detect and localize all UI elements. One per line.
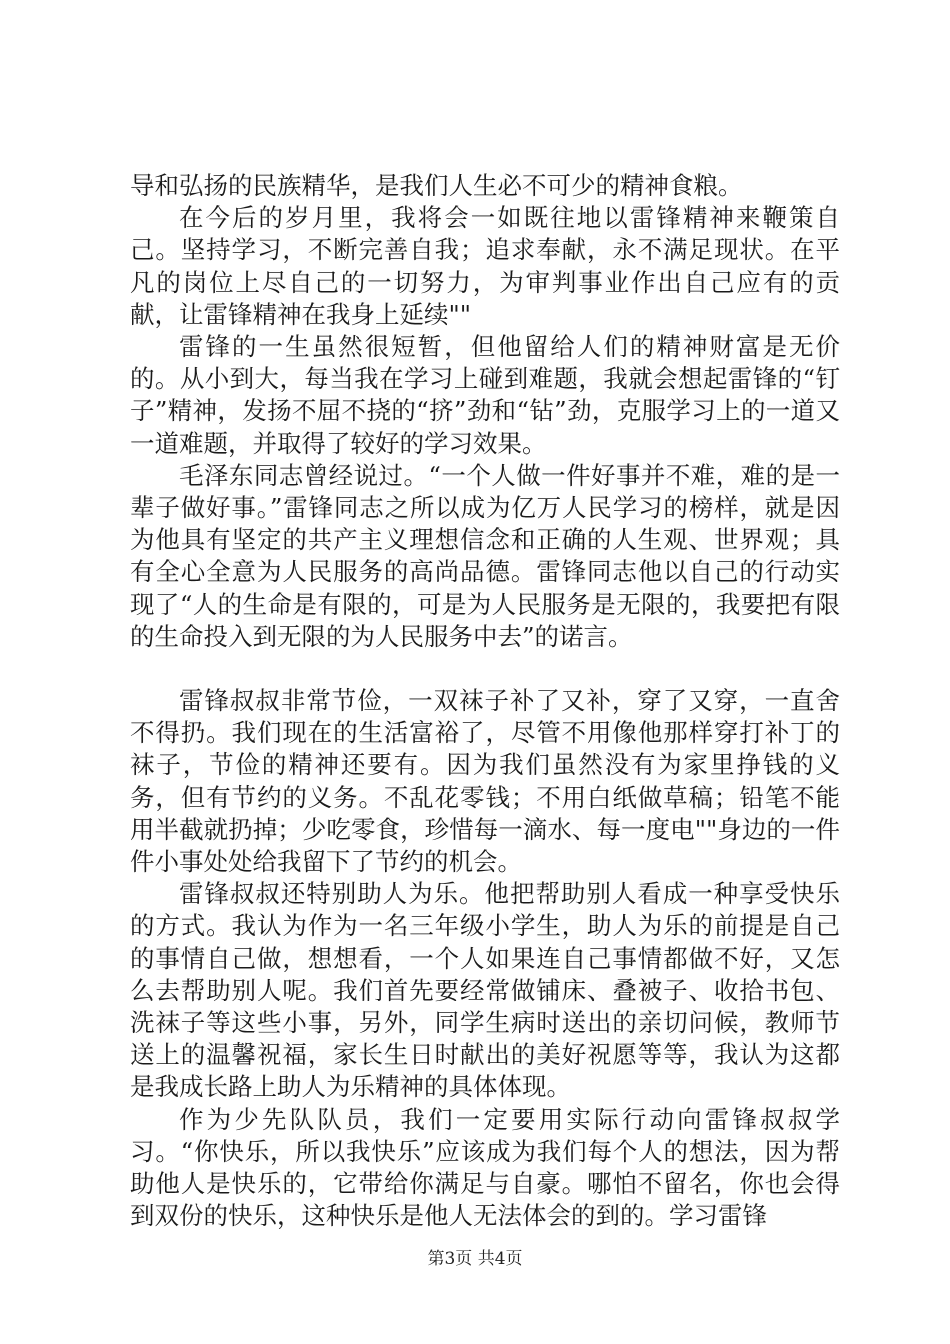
paragraph: 在今后的岁月里，我将会一如既往地以雷锋精神来鞭策自己。坚持学习，不断完善自我；追求奉献，永不满足现状。在平凡的岗位上尽自己的一切努力，为审判事业作出自己应有的贡献，让雷锋精神在我身上延续"" <box>130 203 840 329</box>
page-number-footer: 第3页 共4页 <box>427 1249 523 1269</box>
document-body <box>130 170 840 1233</box>
paragraph-continued: 导和弘扬的民族精华，是我们人生必不可少的精神食粮。 <box>130 171 743 200</box>
paragraph: 雷锋叔叔还特别助人为乐。他把帮助别人看成一种享受快乐的方式。我认为作为一名三年级小学生，助人为乐的前提是自己的事情自己做，想想看，一个人如果连自己事情都做不好，又怎么去帮助别人呢。我们首先要经常做铺床、叠被子、收拾书包、洗袜子等这些小事，另外，同学生病时送出的亲切问候，教师节送上的温馨祝福，家长生日时献出的美好祝愿等等，我认为这都是我成长路上助人为乐精神的具体体现。 <box>130 879 840 1102</box>
paragraph: 作为少先队队员，我们一定要用实际行动向雷锋叔叔学习。“你快乐，所以我快乐”应该成为我们每个人的想法，因为帮助他人是快乐的，它带给你满足与自豪。哪怕不留名，你也会得到双份的快乐，这种快乐是他人无法体会的到的。学习雷锋 <box>130 1104 840 1231</box>
paragraph: 雷锋的一生虽然很短暂，但他留给人们的精神财富是无价的。从小到大，每当我在学习上碰到难题，我就会想起雷锋的“钉子”精神，发扬不屈不挠的“挤”劲和“钻”劲，克服学习上的一道又一道难题，并取得了较好的学习效果。 <box>130 332 840 458</box>
paragraph: 雷锋叔叔非常节俭，一双袜子补了又补，穿了又穿，一直舍不得扔。我们现在的生活富裕了，尽管不用像他那样穿打补丁的袜子，节俭的精神还要有。因为我们虽然没有为家里挣钱的义务，但有节约的义务。不乱花零钱；不用白纸做草稿；铅笔不能用半截就扔掉；少吃零食，珍惜每一滴水、每一度电""身边的一件件小事处处给我留下了节约的机会。 <box>130 686 840 877</box>
paragraph: 毛泽东同志曾经说过。“一个人做一件好事并不难，难的是一辈子做好事。”雷锋同志之所以成为亿万人民学习的榜样，就是因为他具有坚定的共产主义理想信念和正确的人生观、世界观；具有全心全意为人民服务的高尚品德。雷锋同志他以自己的行动实现了“人的生命是有限的，可是为人民服务是无限的，我要把有限的生命投入到无限的为人民服务中去”的诺言。 <box>130 460 840 651</box>
